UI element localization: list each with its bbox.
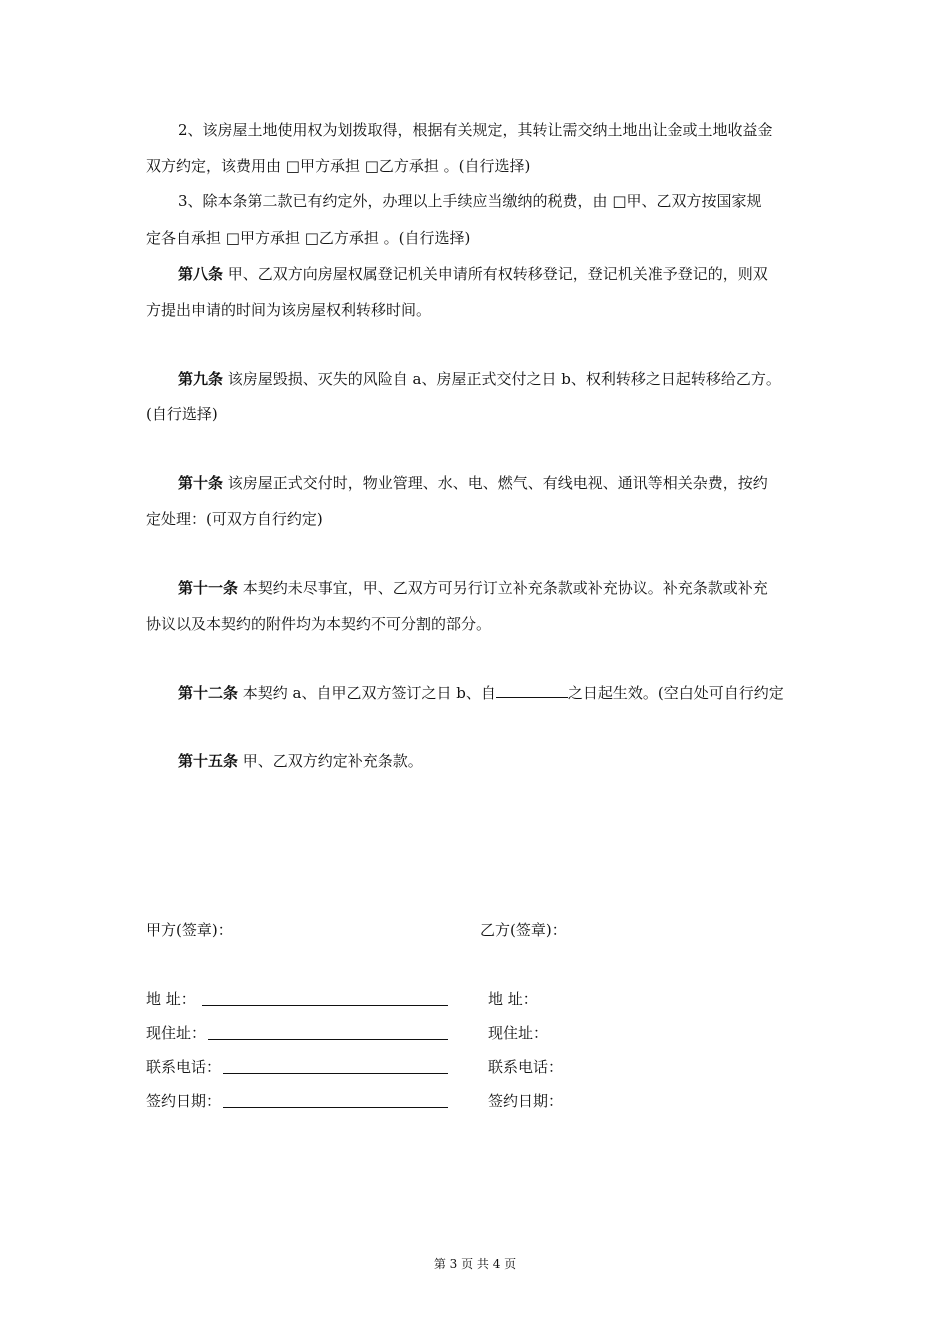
party-a-sign-date-line bbox=[223, 1107, 448, 1108]
clause-7-item-3-line-1: 3、除本条第二款已有约定外，办理以上手续应当缴纳的税费，由 □甲、乙双方按国家规 bbox=[178, 192, 762, 210]
party-a-phone-line bbox=[223, 1073, 448, 1074]
party-b-phone-label: 联系电话： bbox=[488, 1058, 564, 1076]
clause-8-line-2: 方提出申请的时间为该房屋权利转移时间。 bbox=[146, 301, 432, 319]
clause-12-line-1 bbox=[178, 683, 784, 703]
party-a-sign-date-label: 签约日期： bbox=[146, 1092, 222, 1110]
clause-9-line-1 bbox=[178, 369, 781, 389]
clause-9-line-2: (自行选择) bbox=[146, 405, 218, 423]
clause-10-line-2: 定处理：(可双方自行约定) bbox=[146, 510, 323, 528]
party-b-current-address-label: 现住址： bbox=[488, 1024, 549, 1042]
party-a-address-label: 地 址： bbox=[146, 990, 196, 1008]
clause-9-text: 该房屋毁损、灭失的风险自 a、房屋正式交付之日 b、权利转移之日起转移给乙方。 bbox=[223, 370, 781, 388]
page-number: 第 3 页 共 4 页 bbox=[433, 1257, 517, 1271]
clause-11-line-2: 协议以及本契约的附件均为本契约不可分割的部分。 bbox=[146, 615, 492, 633]
clause-12-title: 第十二条 bbox=[178, 684, 239, 702]
clause-7-item-3-line-2: 定各自承担 □甲方承担 □乙方承担 。(自行选择) bbox=[146, 229, 471, 247]
party-b-title: 乙方(签章)： bbox=[480, 921, 567, 939]
party-b-address-label: 地 址： bbox=[488, 990, 538, 1008]
clause-10-title: 第十条 bbox=[178, 474, 224, 492]
party-a-title: 甲方(签章)： bbox=[146, 921, 233, 939]
clause-8-title: 第八条 bbox=[178, 265, 224, 283]
clause-15-title: 第十五条 bbox=[178, 752, 239, 770]
party-b-sign-date-label: 签约日期： bbox=[488, 1092, 564, 1110]
clause-7-item-2-line-2: 双方约定，该费用由 □甲方承担 □乙方承担 。(自行选择) bbox=[146, 157, 531, 175]
clause-10-line-1 bbox=[178, 473, 768, 493]
clause-9-title: 第九条 bbox=[178, 370, 224, 388]
clause-12-text-pre: 本契约 a、自甲乙双方签订之日 b、自 bbox=[238, 684, 496, 702]
clause-11-line-1 bbox=[178, 578, 768, 598]
party-a-address-line bbox=[202, 1005, 448, 1006]
party-a-current-address-line bbox=[208, 1039, 448, 1040]
clause-12-blank-field bbox=[496, 683, 568, 698]
clause-15-text: 甲、乙双方约定补充条款。 bbox=[238, 752, 423, 770]
clause-11-text: 本契约未尽事宜，甲、乙双方可另行订立补充条款或补充协议。补充条款或补充 bbox=[238, 579, 768, 597]
party-a-phone-label: 联系电话： bbox=[146, 1058, 222, 1076]
clause-15-line-1 bbox=[178, 751, 423, 771]
clause-12-text-post: 之日起生效。(空白处可自行约定 bbox=[567, 684, 784, 702]
clause-8-text: 甲、乙双方向房屋权属登记机关申请所有权转移登记，登记机关准予登记的，则双 bbox=[223, 265, 768, 283]
clause-8-line-1 bbox=[178, 264, 768, 284]
clause-7-item-2-line-1: 2、该房屋土地使用权为划拨取得，根据有关规定，其转让需交纳土地出让金或土地收益金 bbox=[178, 121, 773, 139]
clause-10-text: 该房屋正式交付时，物业管理、水、电、燃气、有线电视、通讯等相关杂费，按约 bbox=[223, 474, 768, 492]
party-a-current-address-label: 现住址： bbox=[146, 1024, 207, 1042]
clause-11-title: 第十一条 bbox=[178, 579, 239, 597]
